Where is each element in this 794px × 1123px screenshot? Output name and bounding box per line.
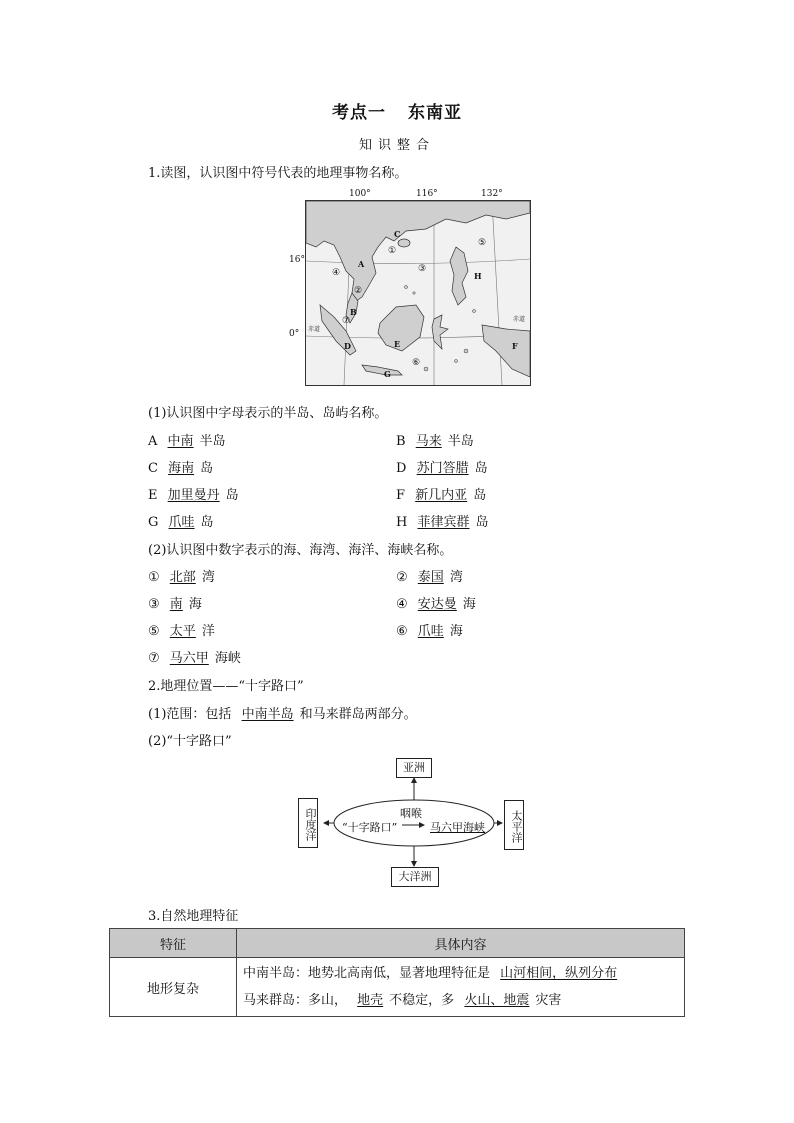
map-number-1: ① [388,246,397,256]
table-row-label: 地形复杂 [110,958,237,1017]
number-item-6: ⑥ 爪哇 海 [396,624,463,639]
page-title: 考点一 东南亚 [332,103,462,123]
number-item-2: ② 泰国 湾 [396,570,463,585]
letter-item-H: H 菲律宾群 岛 [396,515,489,530]
map-label-F: F [512,341,518,351]
lat-tick-16: 16° [289,255,305,265]
q1-sub2: (2)认识图中数字表示的海、海湾、海洋、海峡名称。 [148,543,453,558]
features-table [109,928,685,1017]
content-line-1: 中南半岛：地势北高南低，显著地理特征是 山河相间，纵列分布 [243,966,618,981]
q1-heading: 1.读图，认识图中符号代表的地理事物名称。 [148,166,408,181]
diagram-crossroads-label: “十字路口” [342,821,398,834]
letter-item-B: B 马来 半岛 [396,434,474,449]
q3-heading: 3.自然地理特征 [148,909,239,924]
map-label-A: A [358,259,365,269]
map-label-C: C [394,229,401,239]
diagram-throat-label: 咽喉 [400,807,422,820]
lon-tick-100: 100° [349,189,371,199]
map-label-E: E [394,339,401,349]
number-item-1: ① 北部 湾 [148,570,215,585]
q2-sub2: (2)“十字路口” [148,734,232,749]
letter-item-D: D 苏门答腊 岛 [396,461,488,476]
number-item-5: ⑤ 太平 洋 [148,624,215,639]
letter-item-G: G 爪哇 岛 [148,515,214,530]
map-number-7: ⑦ [342,316,351,326]
lon-tick-132: 132° [481,189,503,199]
diagram-box-asia: 亚洲 [396,758,432,778]
diagram-box-indian-ocean: 印度洋 [298,798,318,848]
number-item-4: ④ 安达曼 海 [396,597,476,612]
table-header-feature: 特征 [110,929,237,958]
letter-item-F: F 新几内亚 岛 [396,488,487,503]
map-number-2: ② [354,286,363,296]
southeast-asia-map [305,200,531,386]
letter-item-A: A 中南 半岛 [148,434,226,449]
letter-item-C: C 海南 岛 [148,461,214,476]
table-row-content [237,958,685,1017]
letter-item-E: E 加里曼丹 岛 [148,488,239,503]
map-number-5: ⑤ [478,238,487,248]
diagram-box-oceania: 大洋洲 [391,867,439,887]
map-number-6: ⑥ [412,358,421,368]
q2-heading: 2.地理位置——“十字路口” [148,679,304,694]
map-label-H: H [474,271,482,281]
lat-tick-0: 0° [289,329,300,339]
equator-label-left: 赤道 [308,326,321,333]
map-label-G: G [384,369,391,379]
table-header-content: 具体内容 [237,929,685,958]
lon-tick-116: 116° [416,189,438,199]
diagram-strait-label: 马六甲海峡 [430,821,485,834]
number-item-7: ⑦ 马六甲 海峡 [148,651,241,666]
number-item-3: ③ 南 海 [148,597,202,612]
map-number-3: ③ [418,264,427,274]
map-label-D: D [344,341,351,351]
section-subtitle: 知识整合 [358,138,435,153]
map-label-B: B [350,307,357,317]
content-line-2: 马来群岛：多山， 地壳 不稳定，多 火山、地震 灾害 [243,993,562,1008]
diagram-box-pacific-ocean: 太平洋 [504,800,524,850]
q1-sub1: (1)认识图中字母表示的半岛、岛屿名称。 [148,406,388,421]
equator-label-right: 赤道 [513,316,526,323]
map-number-4: ④ [332,268,341,278]
q2-scope: (1)范围：包括 中南半岛 和马来群岛两部分。 [148,707,417,722]
